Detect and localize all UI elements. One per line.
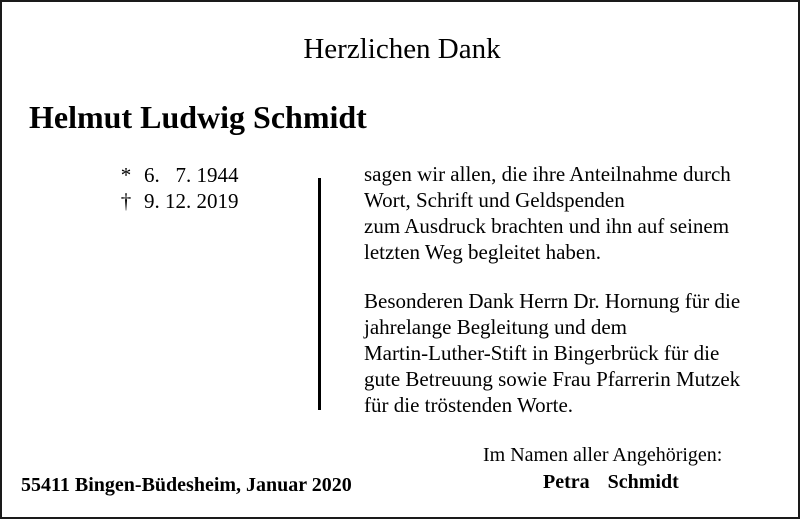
birth-date: 6. 7. 1944 bbox=[144, 163, 239, 187]
birth-date-row bbox=[114, 162, 239, 188]
paragraph-line: zum Ausdruck brachten und ihn auf seinem bbox=[364, 214, 730, 238]
vertical-divider bbox=[318, 178, 321, 410]
paragraph-line: Wort, Schrift und Geldspenden bbox=[364, 188, 625, 212]
deceased-name: Helmut Ludwig Schmidt bbox=[29, 99, 367, 135]
thanks-paragraph bbox=[364, 161, 731, 265]
death-date: 9. 12. 2019 bbox=[144, 189, 239, 213]
signer-name: Petra Schmidt bbox=[543, 471, 679, 493]
paragraph-line: jahrelange Begleitung und dem bbox=[364, 315, 628, 339]
paragraph-line: letzten Weg begleitet haben. bbox=[364, 240, 601, 264]
heading: Herzlichen Dank bbox=[303, 33, 501, 65]
paragraph-line: gute Betreuung sowie Frau Pfarrerin Mutzek bbox=[364, 367, 741, 391]
special-thanks-paragraph bbox=[364, 288, 740, 418]
life-dates bbox=[114, 162, 239, 214]
death-symbol: † bbox=[120, 189, 132, 213]
paragraph-line: sagen wir allen, die ihre Anteilnahme durch bbox=[364, 162, 731, 186]
paragraph-line: Besonderen Dank Herrn Dr. Hornung für die bbox=[364, 289, 741, 313]
closing-line: Im Namen aller Angehörigen: bbox=[483, 444, 723, 466]
place-and-date: 55411 Bingen-Büdesheim, Januar 2020 bbox=[21, 474, 352, 496]
paragraph-line: Martin-Luther-Stift in Bingerbrück für die bbox=[364, 341, 720, 365]
death-date-row bbox=[114, 188, 239, 214]
paragraph-line: für die tröstenden Worte. bbox=[364, 393, 574, 417]
birth-symbol: * bbox=[120, 163, 132, 187]
